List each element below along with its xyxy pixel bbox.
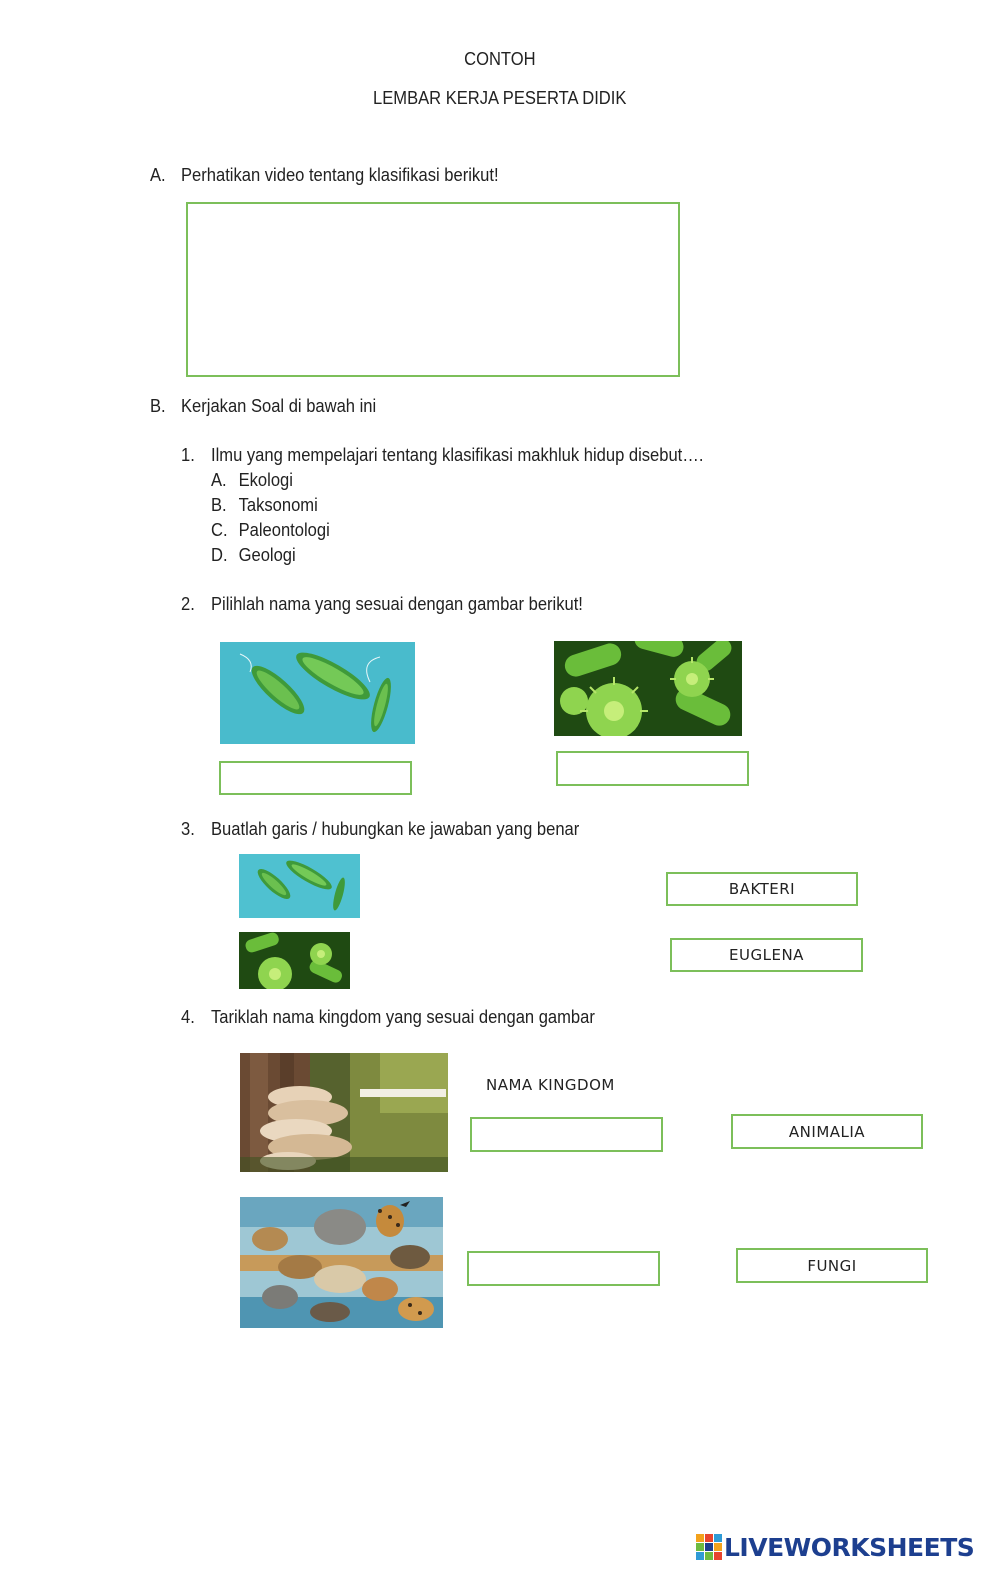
q1-option-a[interactable] [211,469,293,491]
q1-text: Ilmu yang mempelajari tentang klasifikasi makhluk hidup disebut…. [211,445,704,465]
section-a-marker: A. [150,165,166,185]
mushroom-image[interactable] [240,1053,448,1172]
q4-number: 4. [181,1007,195,1027]
header-line-1: CONTOH [464,49,536,69]
answer-euglena[interactable]: EUGLENA [670,938,863,972]
option-text: Ekologi [238,470,293,490]
option-letter: B. [211,495,227,515]
section-b-marker: B. [150,396,166,416]
q1-option-d[interactable] [211,544,296,566]
liveworksheets-logo[interactable] [696,1532,996,1562]
q1-option-b[interactable] [211,494,318,516]
option-letter: A. [211,470,227,490]
bacteria-image [554,641,742,736]
liveworksheets-logo-text: LIVEWORKSHEETS [724,1532,975,1562]
q2-answer-box-2[interactable] [556,751,749,786]
q4-text: Tariklah nama kingdom yang sesuai dengan gambar [211,1007,595,1027]
section-a-text: Perhatikan video tentang klasifikasi berikut! [181,165,499,185]
answer-fungi[interactable]: FUNGI [736,1248,928,1283]
kingdom-answer-box-2[interactable] [467,1251,660,1286]
nama-kingdom-label: NAMA KINGDOM [486,1076,615,1094]
animals-image[interactable] [240,1197,443,1328]
option-text: Taksonomi [238,495,318,515]
option-letter: C. [211,520,228,540]
section-b-text: Kerjakan Soal di bawah ini [181,396,377,416]
header-subtitle [0,87,1000,109]
header-line-2: LEMBAR KERJA PESERTA DIDIK [373,88,627,108]
q2-text: Pilihlah nama yang sesuai dengan gambar berikut! [211,594,583,614]
bacteria-image-small[interactable] [239,932,350,989]
q2-answer-box-1[interactable] [219,761,412,795]
q3-number: 3. [181,819,195,839]
euglena-image [220,642,415,744]
video-frame[interactable] [186,202,680,377]
q3-text: Buatlah garis / hubungkan ke jawaban yang benar [211,819,580,839]
answer-bakteri[interactable]: BAKTERI [666,872,858,906]
kingdom-answer-box-1[interactable] [470,1117,663,1152]
answer-animalia[interactable]: ANIMALIA [731,1114,923,1149]
option-text: Geologi [238,545,296,565]
q1-option-c[interactable] [211,519,330,541]
header-title [0,48,1000,70]
option-text: Paleontologi [238,520,330,540]
liveworksheets-logo-icon [696,1534,722,1560]
q2-number: 2. [181,594,195,614]
q1-number: 1. [181,445,195,465]
euglena-image-small[interactable] [239,854,360,918]
option-letter: D. [211,545,228,565]
